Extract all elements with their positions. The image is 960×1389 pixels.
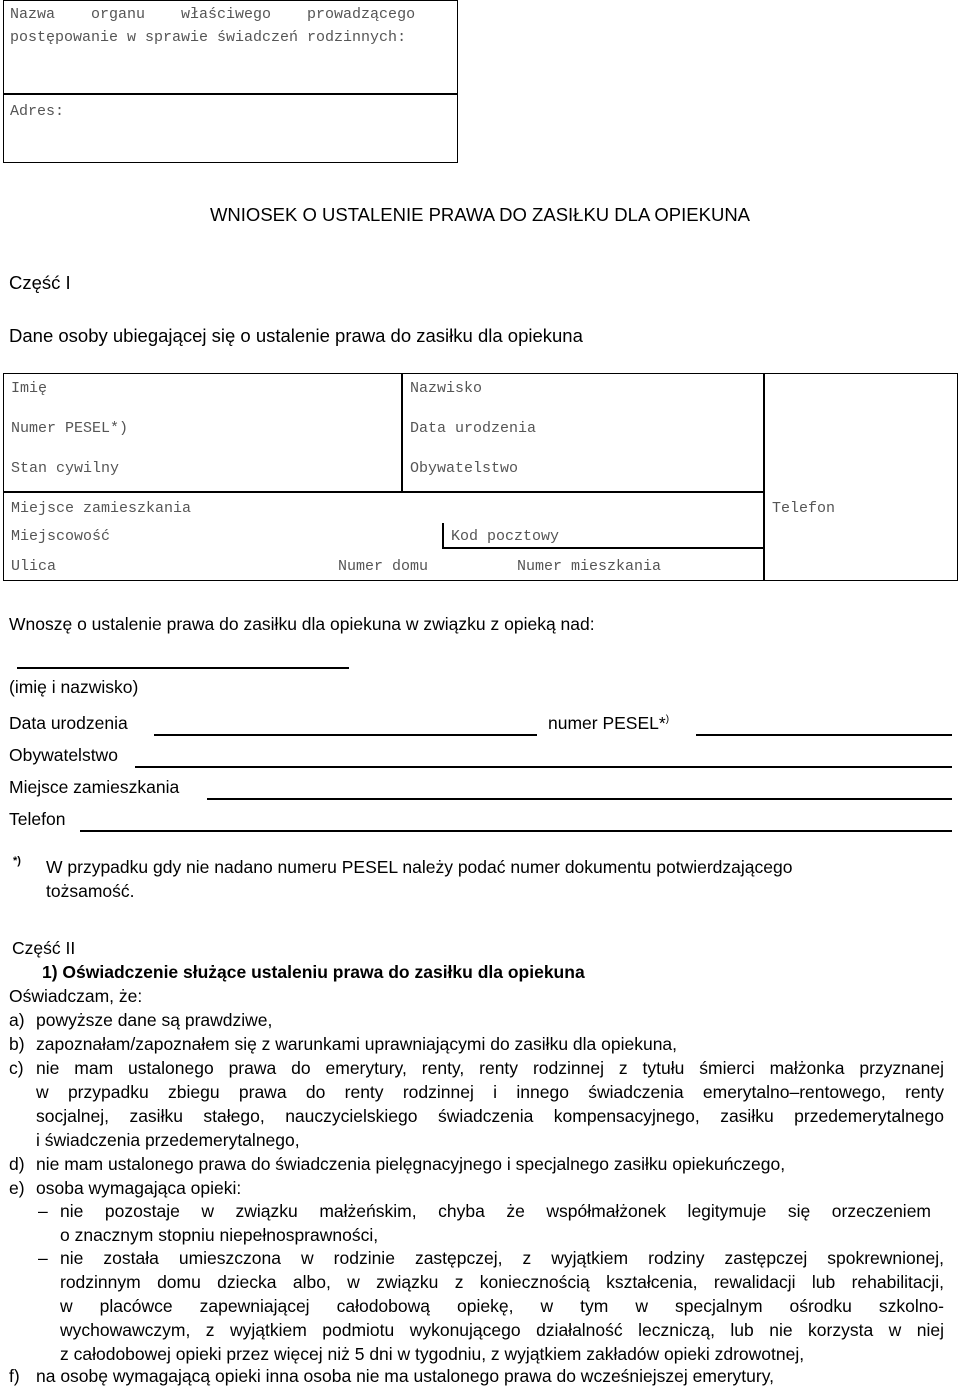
footnote-line1: W przypadku gdy nie nadano numeru PESEL należy podać numer dokumentu potwierdzającego (46, 857, 793, 877)
cared-pesel-label: numer PESEL*) (548, 713, 670, 733)
organ-box (3, 0, 458, 163)
cared-birth-date-line[interactable] (154, 734, 537, 736)
item-e-marker: e) (9, 1178, 25, 1198)
item-c-line3: socjalnej, zasiłku stałego, nauczycielskiego świadczenia kompensacyjnego, zasiłku przedemerytalnego (36, 1106, 944, 1126)
item-e-dash2-line3: w placówce zapewniającej całodobową opiekę, w tym w specjalnym ośrodku szkolno- (60, 1296, 944, 1316)
phone-label: Telefon (772, 500, 836, 517)
item-e-dash2-line5: z całodobowej opieki przez więcej niż 5 dni w tygodniu, z wyjątkiem zakładów opieki zdrowotnej, (60, 1344, 805, 1364)
item-e-dash1-line1: nie pozostaje w związku małżeńskim, chyba że współmałżonek legitymuje się orzeczeniem (60, 1201, 931, 1221)
organ-name-label-line1: Nazwa organu właściwego prowadzącego (10, 6, 416, 23)
cared-phone-line[interactable] (80, 830, 952, 832)
part2-section-title: 1) Oświadczenie służące ustaleniu prawa do zasiłku dla opiekuna (42, 962, 585, 982)
part1-subheading: Dane osoby ubiegającej się o ustalenie prawa do zasiłku dla opiekuna (9, 325, 583, 346)
item-e-dash2-line4: wychowawczym, z wyjątkiem podmiotu wykonującego działalność leczniczą, lub nie korzysta w niej (60, 1320, 944, 1340)
page-title: WNIOSEK O USTALENIE PRAWA DO ZASIŁKU DLA OPIEKUNA (209, 204, 751, 225)
item-f-text: na osobę wymagającą opieki inna osoba nie ma ustalonego prawa do wcześniejszej emerytury, (36, 1366, 775, 1386)
cared-birth-date-label: Data urodzenia (9, 713, 128, 733)
footnote-mark: *) (13, 855, 21, 867)
cared-citizenship-line[interactable] (135, 766, 952, 768)
footnote-line2: tożsamość. (46, 881, 135, 901)
residence-label: Miejsce zamieszkania (11, 500, 192, 517)
last-name-label: Nazwisko (410, 380, 483, 397)
house-number-label: Numer domu (338, 558, 429, 575)
item-a-text: powyższe dane są prawdziwe, (36, 1010, 273, 1030)
marital-status-label: Stan cywilny (11, 460, 120, 477)
postal-code-label: Kod pocztowy (451, 528, 560, 545)
request-text: Wnoszę o ustalenie prawa do zasiłku dla opiekuna w związku z opieką nad: (9, 614, 595, 634)
item-c-line1: nie mam ustalonego prawa do emerytury, renty, renty rodzinnej z tytułu śmierci małżonka przyznanej (36, 1058, 944, 1078)
item-c-line2: w przypadku zbiegu prawa do renty rodzinnej i innego świadczenia emerytalno–rentowego, renty (36, 1082, 944, 1102)
item-d-text: nie mam ustalonego prawa do świadczenia pielęgnacyjnego i specjalnego zasiłku opiekuńczego, (36, 1154, 786, 1174)
pesel-label: Numer PESEL*) (11, 420, 129, 437)
cared-person-name-line[interactable] (17, 667, 349, 669)
town-label: Miejscowość (11, 528, 111, 545)
item-e-text: osoba wymagająca opieki: (36, 1178, 242, 1198)
citizenship-label: Obywatelstwo (410, 460, 519, 477)
item-d-marker: d) (9, 1154, 25, 1174)
cared-pesel-line[interactable] (696, 734, 952, 736)
item-b-text: zapoznałam/zapoznałem się z warunkami uprawniającymi do zasiłku dla opiekuna, (36, 1034, 678, 1054)
item-e-dash1-line2: o znacznym stopniu niepełnosprawności, (60, 1225, 379, 1245)
street-label: Ulica (11, 558, 57, 575)
organ-box-divider (3, 93, 458, 95)
organ-name-label-line2: postępowanie w sprawie świadczeń rodzinnych: (10, 29, 407, 46)
flat-number-label: Numer mieszkania (517, 558, 662, 575)
first-name-label: Imię (11, 380, 48, 397)
item-f-marker: f) (9, 1366, 20, 1386)
item-a-marker: a) (9, 1010, 25, 1030)
cared-phone-label: Telefon (9, 809, 66, 829)
item-e-dash2-line2: rodzinnym domu dziecka albo, w związku z koniecznością kształcenia, rewalidacji lub rehabilitacji, (60, 1272, 944, 1292)
item-c-line4: i świadczenia przedemerytalnego, (36, 1130, 300, 1150)
item-c-marker: c) (9, 1058, 24, 1078)
organ-address-label: Adres: (10, 103, 65, 120)
item-e-dash2-line1: nie została umieszczona w rodzinie zastępczej, z wyjątkiem rodziny zastępczej spokrewnionej, (60, 1248, 944, 1268)
dash-bullet-1: – (38, 1201, 48, 1221)
cared-citizenship-label: Obywatelstwo (9, 745, 118, 765)
dash-bullet-2: – (38, 1248, 48, 1268)
part2-intro: Oświadczam, że: (9, 986, 143, 1006)
cared-residence-line[interactable] (207, 798, 952, 800)
birth-date-label: Data urodzenia (410, 420, 537, 437)
part2-heading: Część II (12, 938, 76, 958)
part1-heading: Część I (9, 272, 71, 293)
cared-residence-label: Miejsce zamieszkania (9, 777, 180, 797)
item-b-marker: b) (9, 1034, 25, 1054)
name-caption: (imię i nazwisko) (9, 677, 139, 697)
